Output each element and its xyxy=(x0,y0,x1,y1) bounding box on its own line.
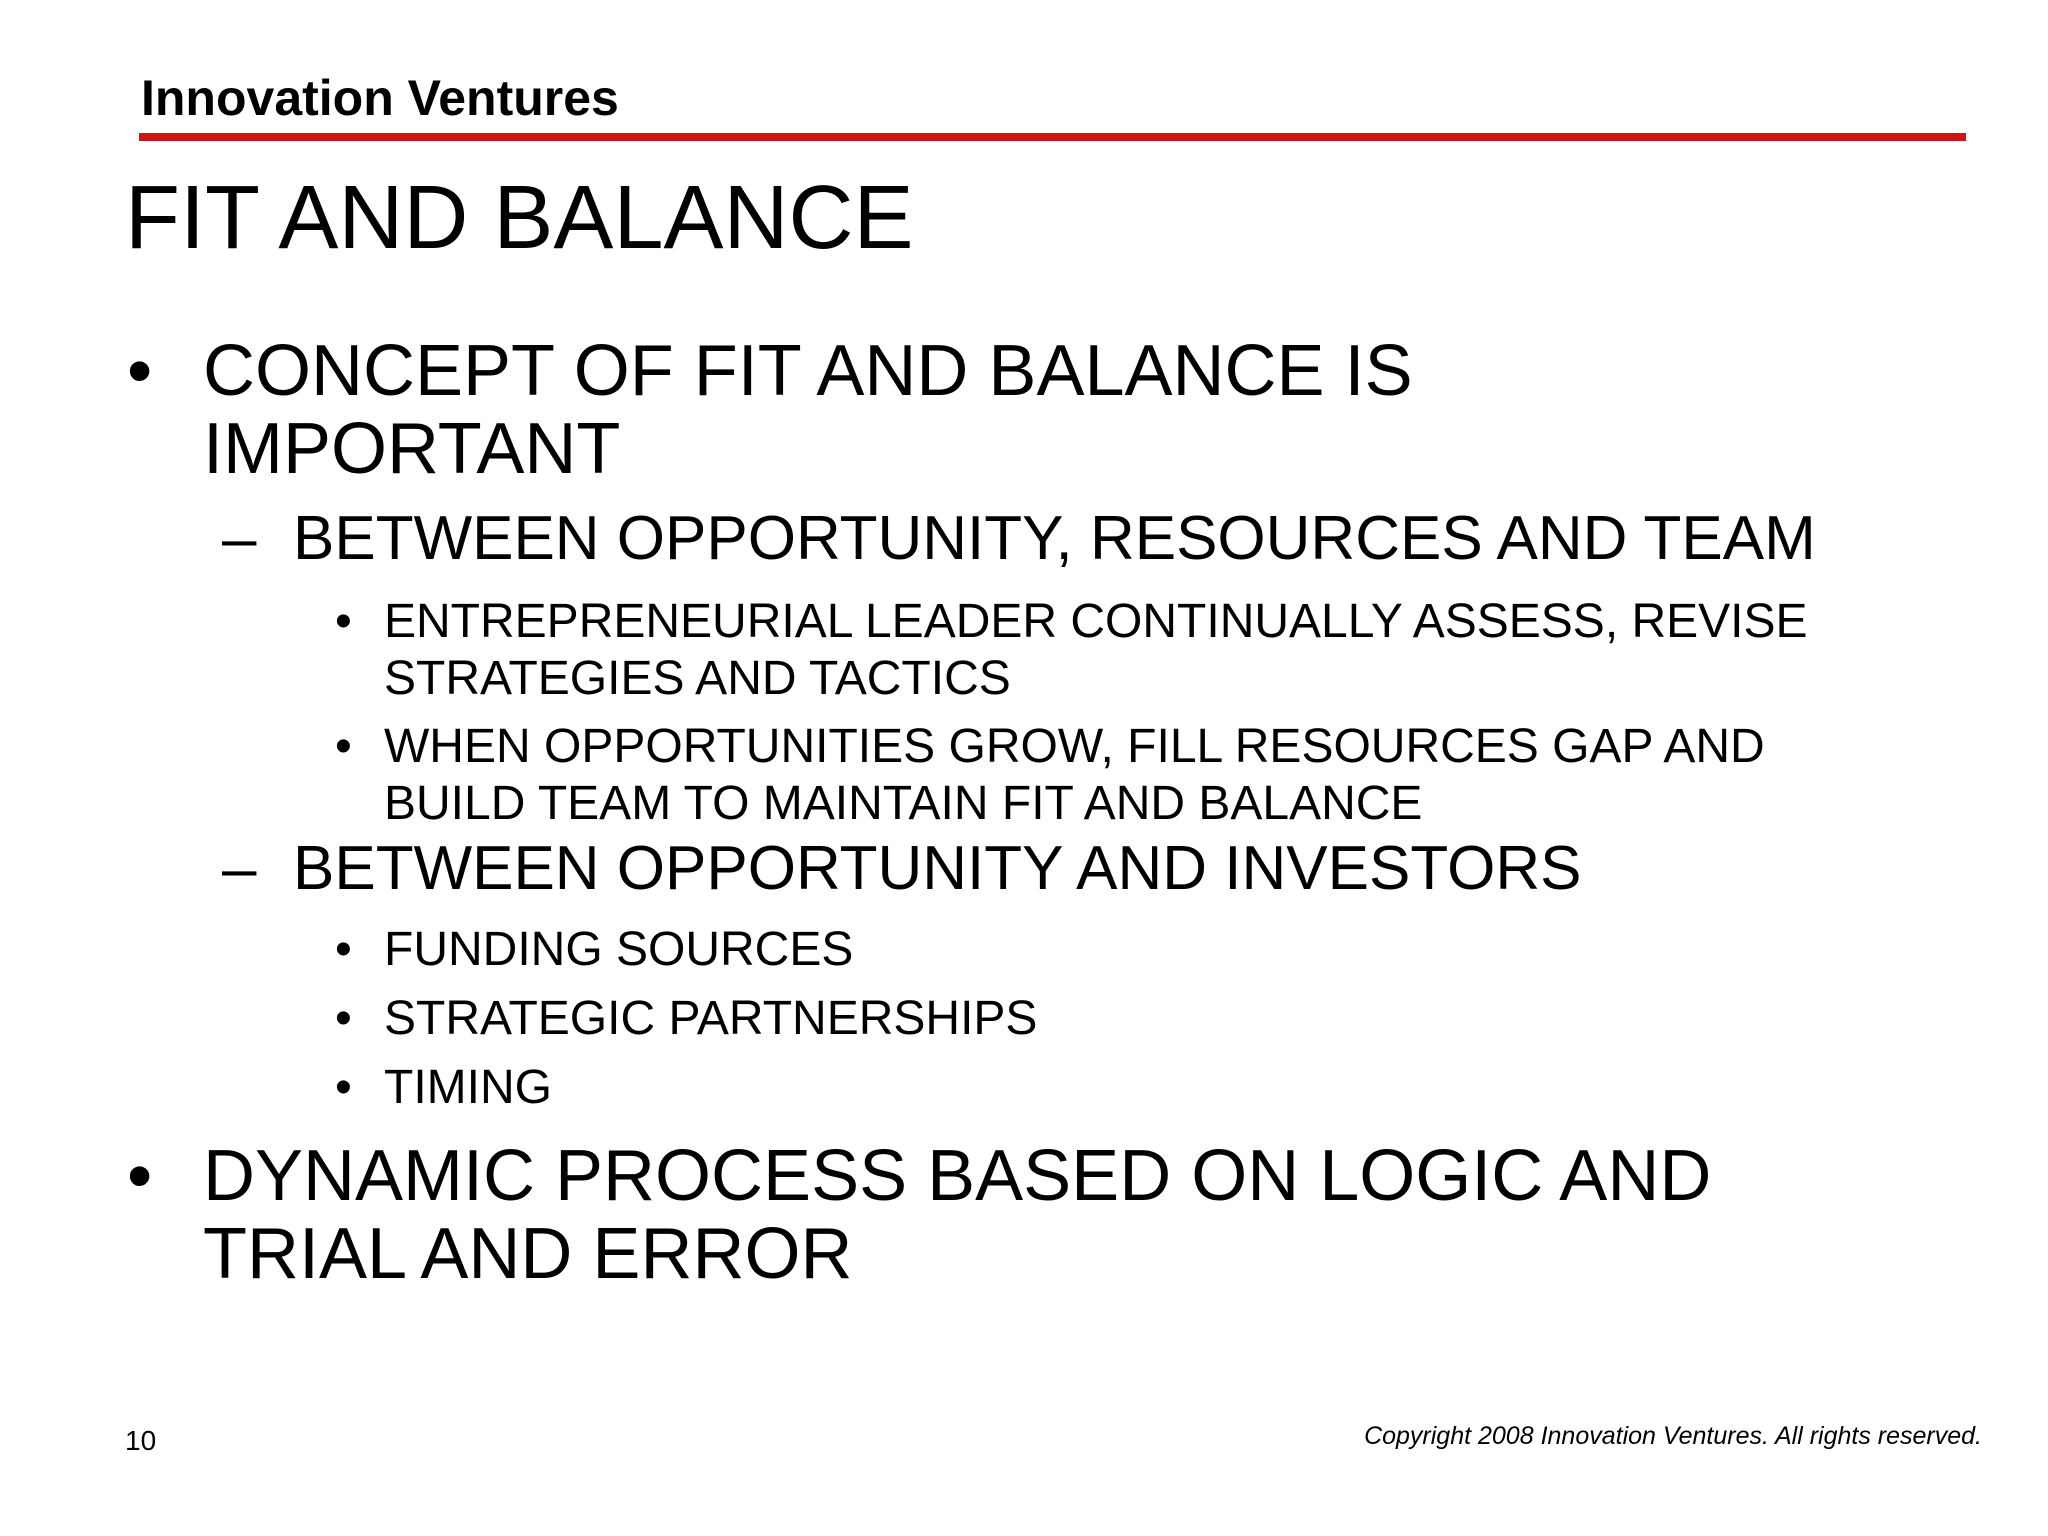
sub-sub-bullet-line: BUILD TEAM TO MAINTAIN FIT AND BALANCE xyxy=(384,777,1423,830)
bullet-marker: • xyxy=(335,923,352,976)
sub-sub-bullet-text xyxy=(384,990,1037,1047)
brand-name: Innovation Ventures xyxy=(141,70,619,126)
sub-sub-bullet-line: WHEN OPPORTUNITIES GROW, FILL RESOURCES GAP AND xyxy=(384,720,1765,773)
bullet-line: CONCEPT OF FIT AND BALANCE IS xyxy=(203,331,1413,411)
sub-bullet-line: BETWEEN OPPORTUNITY, RESOURCES AND TEAM xyxy=(293,504,1816,573)
sub-sub-bullet-text xyxy=(384,1059,552,1116)
bullet-line: IMPORTANT xyxy=(203,409,621,489)
sub-bullet-text xyxy=(293,505,1816,573)
copyright-notice: Copyright 2008 Innovation Ventures. All rights reserved. xyxy=(1364,1422,1982,1450)
dash-marker: – xyxy=(222,834,257,903)
slide-title: FIT AND BALANCE xyxy=(125,168,914,268)
sub-sub-bullet-line: STRATEGIES AND TACTICS xyxy=(384,652,1011,705)
bullet-text xyxy=(203,332,1413,488)
bullet-marker: • xyxy=(127,1136,153,1216)
sub-sub-bullet-line: FUNDING SOURCES xyxy=(384,923,854,976)
sub-sub-bullet-line: TIMING xyxy=(384,1061,552,1114)
bullet-line: TRIAL AND ERROR xyxy=(203,1214,853,1294)
sub-sub-bullet-text xyxy=(384,593,1808,707)
bullet-marker: • xyxy=(335,992,352,1045)
bullet-marker: • xyxy=(335,1061,352,1114)
dash-marker: – xyxy=(222,504,257,573)
sub-sub-bullet-line: STRATEGIC PARTNERSHIPS xyxy=(384,992,1038,1045)
sub-bullet-text xyxy=(293,835,1581,903)
bullet-marker: • xyxy=(335,595,352,648)
bullet-marker: • xyxy=(127,331,153,411)
sub-sub-bullet-text xyxy=(384,921,853,978)
page-number: 10 xyxy=(125,1425,157,1456)
bullet-text xyxy=(203,1137,1711,1293)
sub-sub-bullet-text xyxy=(384,718,1765,832)
bullet-marker: • xyxy=(335,720,352,773)
bullet-line: DYNAMIC PROCESS BASED ON LOGIC AND xyxy=(203,1136,1712,1216)
sub-bullet-line: BETWEEN OPPORTUNITY AND INVESTORS xyxy=(293,834,1582,903)
sub-sub-bullet-line: ENTREPRENEURIAL LEADER CONTINUALLY ASSESS, REVISE xyxy=(384,595,1808,648)
